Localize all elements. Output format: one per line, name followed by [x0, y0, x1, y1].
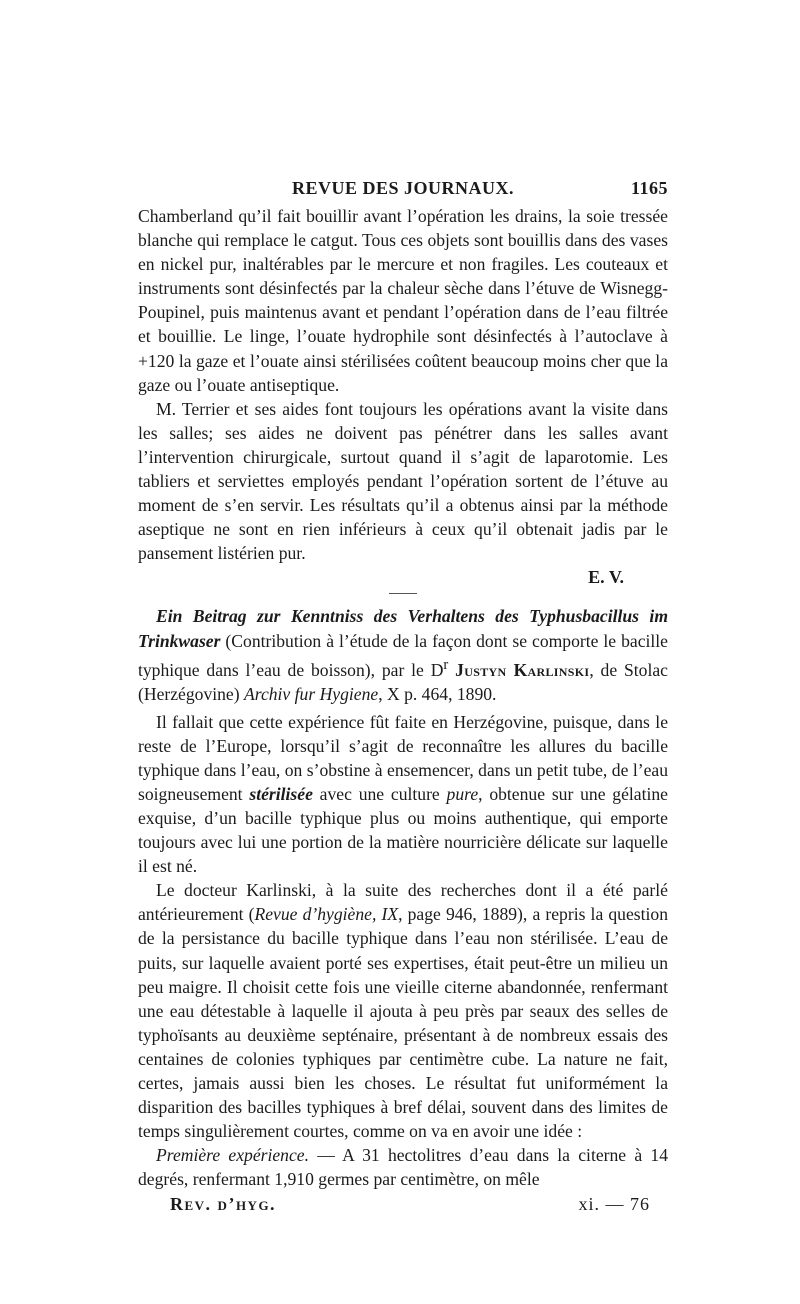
review-heading [138, 604, 668, 705]
paragraph-terrier: M. Terrier et ses aides font toujours les opérations avant la visite dans les salles; ses aides ne doivent pas pénétrer dans les salles avant l’intervention chirurgicale, surtout quand il s’agit de laparotomie. Les tabliers et serviettes employés pendant l’opération sortent de l’étuve au moment de s’en servir. Les résultats qu’il a obtenus ainsi par la méthode aseptique ne sont en rien inférieurs à ceux qu’il obtenait jadis par le pansement listérien pur. [138, 398, 668, 564]
paragraph-karlinski [138, 878, 668, 1143]
review-journal: Archiv fur Hygiene [244, 683, 379, 704]
text-run: — A 31 hectolitres d’eau dans la citerne à 14 degrés, renfermant 1,910 germes par centimètre, on mêle [138, 1145, 669, 1190]
running-head-title: REVUE DES JOURNAUX. [291, 178, 515, 198]
reference-revue-hygiene: Revue d’hygiène, IX [254, 904, 399, 925]
text-run: avec une culture [312, 783, 447, 804]
paragraph-herzegovine [138, 710, 668, 879]
running-head [138, 178, 668, 204]
paragraph-continuation: Chamberland qu’il fait bouillir avant l’opération les drains, la soie tressée blanche qui remplace le catgut. Tous ces objets sont bouillis dans des vases en nickel pur, inaltérables par le mercure et non fragiles. Les couteaux et instruments sont désinfectés par la chaleur sèche dans l’étuve de Wisnegg-Poupinel, puis maintenus avant et pendant l’opération dans de l’eau filtrée et bouillie. Le linge, l’ouate hydrophile sont désinfectés à l’autoclave à +120 la gaze et l’ouate ainsi stérilisées coûtent beaucoup moins cher que la gaze ou l’ouate antiseptique. [138, 206, 668, 395]
text-run: , obtenue sur une gélatine exquise, d’un bacille typhique plus ou moins authentique, qui emporte toujours avec lui une portion de la matière nourricière délicate sur laquelle il est né. [138, 783, 668, 877]
page-footer [138, 1194, 668, 1220]
section-divider [389, 593, 417, 594]
text-run: , page 946, 1889), a repris la question de la persistance du bacille typhique dans l’eau non stérilisée. L’eau de puits, sur laquelle avaient porté ses expertises, était peut-être un milieu un peu maigre. Il choisit cette fois une vieille citerne abandonnée, renfermant une eau détestable à laquelle il ajouta à peu près par seaux des selles de typhoïsants au deuxième septénaire, présentant à de nombreux essais des centaines de colonies typhiques par centimètre cube. La nature ne fait, certes, jamais aussi bien les choses. Le résultat fut uniformément la disparition des bacilles typhiques à bref délai, souvent dans des limites de temps singulièrement courtes, comme on va en avoir une idée : [138, 904, 668, 1142]
review-title-translation: (Contribution à l’étude de la façon dont se comporte le bacille typhique dans l’eau de boisson), par le D [138, 630, 668, 680]
footer-volume-signature: xi. — 76 [578, 1193, 650, 1214]
review-author: Justyn Karlinski [455, 659, 590, 680]
paragraph-premiere-experience [138, 1143, 668, 1191]
doctor-superscript: r [443, 656, 449, 673]
text-run: Il fallait que cette expérience fût faite en Herzégovine, puisque, dans le reste de l’Europe, lorsqu’il s’agit de reconnaître les allures du bacille typhique dans l’eau, on s’obstine à ensemencer, dans un petit tube, de l’eau soigneusement [138, 711, 668, 804]
page-number: 1165 [630, 178, 668, 198]
journal-page [138, 178, 668, 1220]
review-location: , de Stolac (Herzégovine) [138, 659, 668, 704]
article-body [138, 204, 668, 1192]
emphasis-pure: pure [446, 783, 479, 804]
review-citation: , X p. 464, 1890. [378, 683, 497, 704]
author-signature: E. V. [588, 567, 624, 588]
experiment-label: Première expérience. [156, 1145, 309, 1166]
text-run: Le docteur Karlinski, à la suite des recherches dont il a été parlé antérieurement ( [138, 880, 668, 925]
footer-journal-signature: Rev. d’hyg. [170, 1193, 277, 1214]
emphasis-sterilisee: stérilisée [249, 783, 313, 804]
review-title: Ein Beitrag zur Kenntniss des Verhaltens des Typhusbacillus im Trinkwaser [138, 606, 668, 651]
